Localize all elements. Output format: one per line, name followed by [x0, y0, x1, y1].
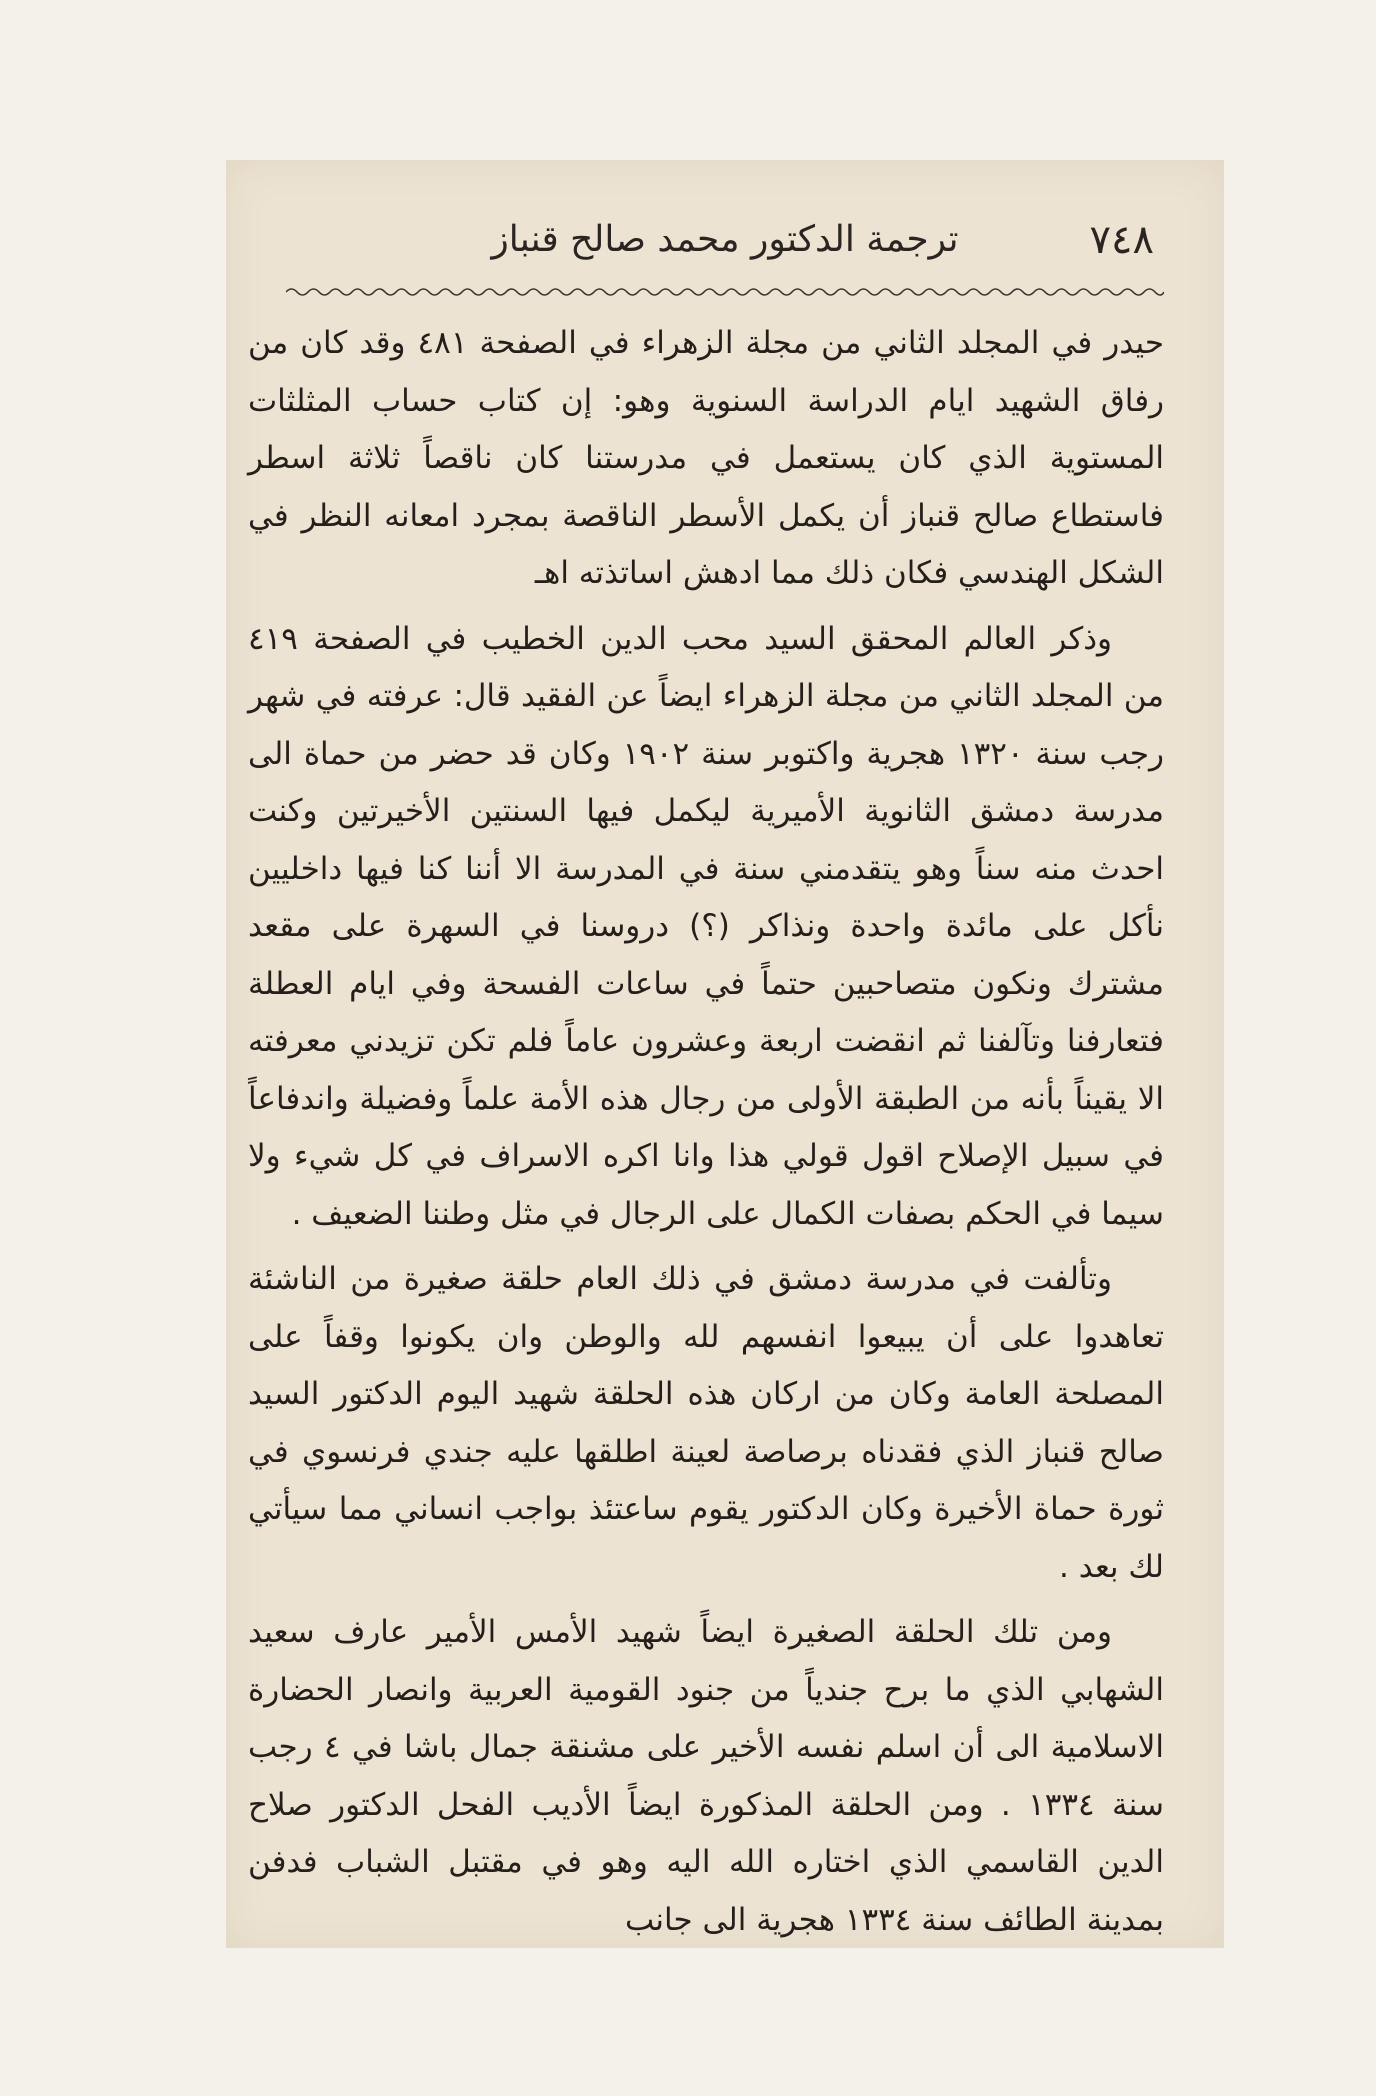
running-title: ترجمة الدكتور محمد صالح قنباز: [491, 219, 959, 260]
paragraph-2: وذكر العالم المحقق السيد محب الدين الخطيب في الصفحة ٤١٩ من المجلد الثاني من مجلة الزهراء ايضاً عن الفقيد قال: عرفته في شهر رجب سنة ١٣٢٠ هجرية واكتوبر سنة ١٩٠٢ وكان قد حضر من حماة الى مدرسة دمشق الثانوية الأميرية ليكمل فيها السنتين الأخيرتين وكنت احدث منه سناً وهو يتقدمني سنة في المدرسة الا أننا كنا فيها داخليين نأكل على مائدة واحدة ونذاكر (؟) دروسنا في السهرة على مقعد مشترك ونكون متصاحبين حتماً في ساعات الفسحة وفي ايام العطلة فتعارفنا وتآلفنا ثم انقضت اربعة وعشرون عاماً فلم تكن تزيدني معرفته الا يقيناً بأنه من الطبقة الأولى من رجال هذه الأمة علماً وفضيلة واندفاعاً في سبيل الإصلاح اقول قولي هذا وانا اكره الاسراف في كل شيء ولا سيما في الحكم بصفات الكمال على الرجال في مثل وطننا الضعيف .: [248, 620, 1164, 1232]
page-header: [296, 210, 1154, 270]
paragraph-1: حيدر في المجلد الثاني من مجلة الزهراء في الصفحة ٤٨١ وقد كان من رفاق الشهيد ايام الدراسة السنوية وهو: إن كتاب حساب المثلثات المستوية الذي كان يستعمل في مدرستنا كان ناقصاً ثلاثة اسطر فاستطاع صالح قنباز أن يكمل الأسطر الناقصة بمجرد امعانه النظر في الشكل الهندسي فكان ذلك مما ادهش اساتذته اهـ: [248, 325, 1164, 591]
header-wavy-rule: [286, 286, 1164, 298]
page-number: ٧٤٨: [1089, 217, 1154, 263]
paragraph-3: وتألفت في مدرسة دمشق في ذلك العام حلقة صغيرة من الناشئة تعاهدوا على أن يبيعوا انفسهم لله والوطن وان يكونوا وقفاً على المصلحة العامة وكان من اركان هذه الحلقة شهيد اليوم الدكتور السيد صالح قنباز الذي فقدناه برصاصة لعينة اطلقها عليه جندي فرنسوي في ثورة حماة الأخيرة وكان الدكتور يقوم ساعتئذ بواجب انساني مما سيأتي لك بعد .: [248, 1261, 1164, 1585]
book-page: [226, 160, 1224, 1948]
body-text: [248, 315, 1164, 1949]
paragraph-4: ومن تلك الحلقة الصغيرة ايضاً شهيد الأمس الأمير عارف سعيد الشهابي الذي ما برح جندياً من جنود القومية العربية وانصار الحضارة الاسلامية الى أن اسلم نفسه الأخير على مشنقة جمال باشا في ٤ رجب سنة ١٣٣٤ . ومن الحلقة المذكورة ايضاً الأديب الفحل الدكتور صلاح الدين القاسمي الذي اختاره الله اليه وهو في مقتبل الشباب فدفن بمدينة الطائف سنة ١٣٣٤ هجرية الى جانب: [248, 1614, 1164, 1938]
